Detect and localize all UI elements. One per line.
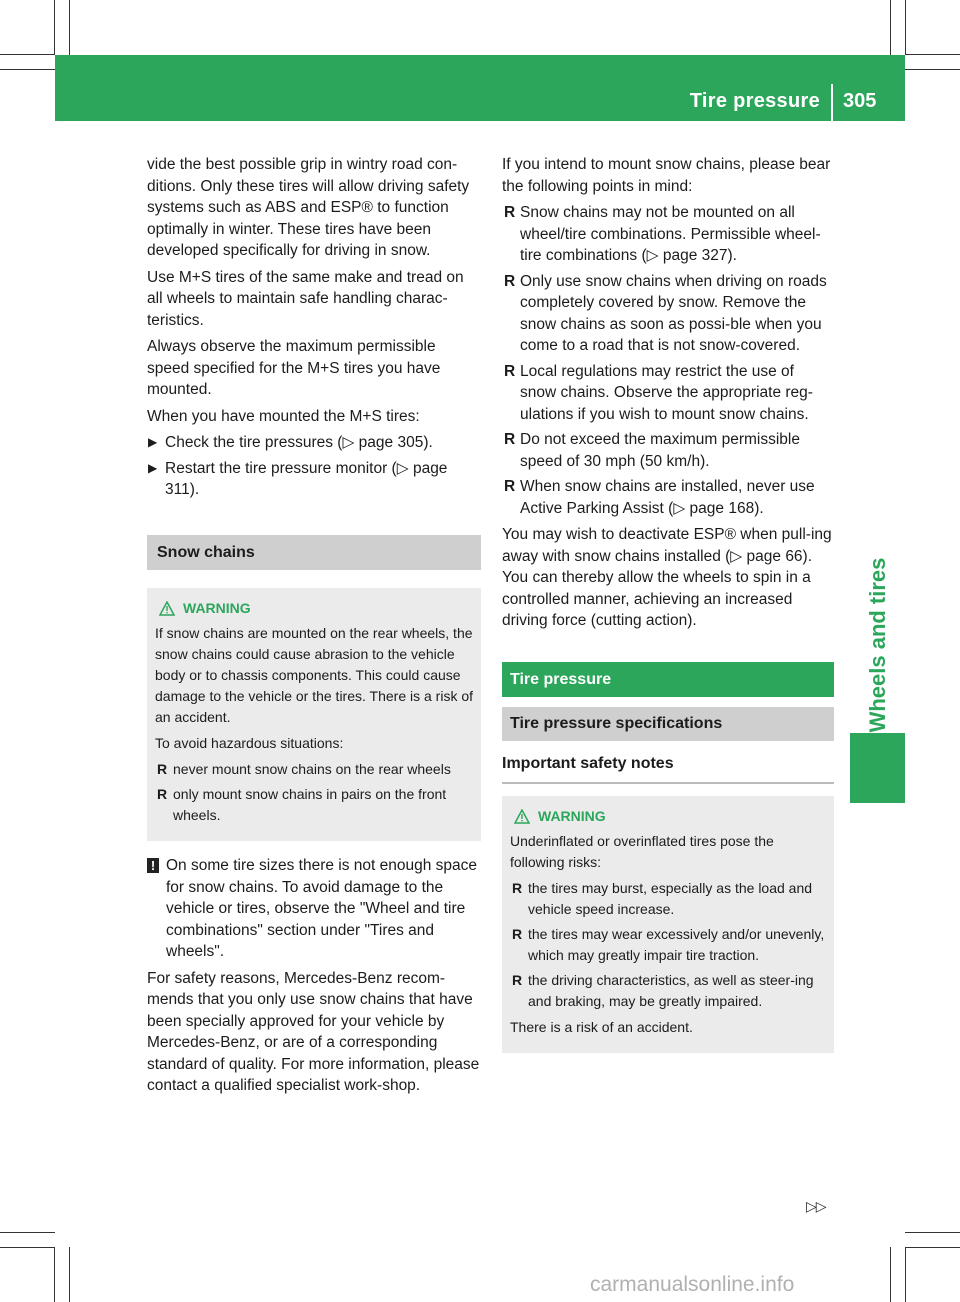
page-title: Tire pressure	[689, 90, 820, 112]
crop-mark	[905, 1247, 960, 1248]
warning-bullets	[510, 878, 826, 1012]
bullet-icon: R	[504, 362, 516, 380]
paragraph: vide the best possible grip in wintry road con-ditions. Only these tires will allow driving safety systems such as ABS and ESP® to function optimally in winter. These tires have been developed specifically for driving in snow.	[147, 156, 470, 259]
bullet-text: When snow chains are installed, never use Active Parking Assist (▷ page 168).	[520, 478, 815, 517]
bullet-icon: R	[157, 761, 168, 777]
bullet-text: the tires may burst, especially as the load and vehicle speed increase.	[528, 880, 813, 917]
bullet-item	[502, 271, 834, 357]
section-heading: Snow chains	[147, 535, 481, 571]
crop-mark	[0, 1247, 55, 1248]
crop-mark	[69, 1247, 70, 1302]
crop-mark	[905, 0, 906, 55]
step-text: Check the tire pressures (▷ page 305).	[165, 434, 433, 451]
step-arrow-icon: ▶	[148, 435, 158, 449]
step-item	[147, 458, 481, 501]
watermark: carmanualsonline.info	[590, 1273, 795, 1296]
bullet-item	[510, 878, 826, 920]
step-item	[147, 432, 481, 454]
paragraph: When you have mounted the M+S tires:	[147, 407, 420, 425]
notice-icon: !	[147, 858, 159, 873]
page-number: 305	[843, 90, 877, 112]
paragraph: Always observe the maximum permissible speed specified for the M+S tires you have mounted.	[147, 338, 441, 398]
step-arrow-icon: ▶	[148, 460, 158, 475]
left-column	[147, 154, 481, 1102]
warning-triangle-icon	[159, 601, 175, 616]
bullet-text: Do not exceed the maximum permissible speed of 30 mph (50 km/h).	[520, 431, 800, 470]
continue-arrow-icon: ▷▷	[806, 1198, 826, 1214]
bullet-item	[502, 202, 834, 267]
notice-text: On some tire sizes there is not enough space for snow chains. To avoid damage to the vehicle or tires, observe the "Wheel and tire combinations" section under "Tires and wheels".	[166, 857, 478, 960]
warning-text: There is a risk of an accident.	[510, 1019, 693, 1035]
paragraph: You may wish to deactivate ESP® when pull-ing away with snow chains installed (▷ page 66). You can thereby allow the wheels to spin in a controlled manner, achieving an increased driving force (cutting action).	[502, 526, 832, 629]
bullet-text: Snow chains may not be mounted on all wheel/tire combinations. Permissible wheel-tire combinations (▷ page 327).	[520, 204, 821, 264]
bullet-text: never mount snow chains on the rear wheels	[173, 761, 451, 777]
bullet-text: the tires may wear excessively and/or unevenly, which may greatly impair tire traction.	[528, 926, 825, 963]
bullet-item	[510, 924, 826, 966]
crop-mark	[890, 0, 891, 55]
bullet-item	[510, 970, 826, 1012]
chapter-tab-marker	[850, 733, 905, 803]
paragraph: If you intend to mount snow chains, please bear the following points in mind:	[502, 156, 831, 195]
warning-bullets	[155, 759, 473, 826]
section-heading: Tire pressure specifications	[502, 707, 834, 741]
bullet-icon: R	[512, 926, 523, 942]
section-heading-green: Tire pressure	[502, 662, 834, 698]
bullet-text: Only use snow chains when driving on roads completely covered by snow. Remove the snow chains as soon as possi-ble when you come to a road that is not snow-covered.	[520, 272, 827, 354]
bullet-item	[502, 361, 834, 426]
bullet-icon: R	[504, 478, 516, 495]
step-text: Restart the tire pressure monitor (▷ page 311).	[165, 459, 448, 498]
bullet-icon: R	[512, 972, 523, 988]
bullet-item	[502, 429, 834, 472]
bullet-icon: R	[512, 880, 523, 896]
warning-triangle-icon	[514, 809, 530, 824]
crop-mark	[905, 1232, 960, 1233]
warning-text: If snow chains are mounted on the rear wheels, the snow chains could cause abrasion to the vehicle body or to chassis components. This could cause damage to the vehicle or the tires. There is a risk of an accident.	[155, 625, 474, 725]
bullet-item	[155, 759, 473, 780]
bullet-text: the driving characteristics, as well as steer-ing and braking, may be greatly impaired.	[528, 972, 814, 1009]
subsection-heading: Important safety notes	[502, 753, 834, 785]
bullet-text: Local regulations may restrict the use of snow chains. Observe the appropriate reg-ulations if you wish to mount snow chains.	[520, 362, 813, 423]
bullet-icon: R	[504, 204, 516, 221]
crop-mark	[69, 0, 70, 55]
bullet-text: only mount snow chains in pairs on the front wheels.	[173, 786, 447, 823]
crop-mark	[0, 54, 55, 55]
warning-title	[155, 598, 473, 619]
bullet-icon: R	[157, 786, 168, 802]
warning-label: WARNING	[183, 600, 251, 616]
bullet-item	[502, 476, 834, 519]
crop-mark	[0, 1232, 55, 1233]
warning-box	[147, 588, 481, 841]
bullet-list	[502, 202, 834, 519]
chapter-tab-label: Wheels and tires	[865, 557, 890, 733]
crop-mark	[54, 0, 55, 55]
paragraph: Use M+S tires of the same make and tread on all wheels to maintain safe handling charac-teristics.	[147, 268, 464, 329]
bullet-icon: R	[504, 272, 516, 290]
right-column	[502, 154, 834, 1067]
crop-mark	[0, 69, 55, 70]
header-divider	[831, 84, 833, 121]
crop-mark	[54, 1247, 55, 1302]
warning-box	[502, 796, 834, 1053]
crop-mark	[905, 54, 960, 55]
warning-label: WARNING	[538, 808, 606, 824]
step-list	[147, 432, 481, 501]
warning-title	[510, 806, 826, 827]
paragraph: For safety reasons, Mercedes-Benz recom-mends that you only use snow chains that have been specially approved for your vehicle by Mercedes-Benz, or are of a corresponding standard of quality. For more information, please contact a qualified specialist work-shop.	[147, 969, 480, 1094]
notice-paragraph	[147, 855, 481, 963]
crop-mark	[890, 1247, 891, 1302]
bullet-item	[155, 784, 473, 826]
crop-mark	[905, 69, 960, 70]
bullet-icon: R	[504, 431, 516, 448]
warning-text: To avoid hazardous situations:	[155, 735, 344, 751]
warning-text: Underinflated or overinflated tires pose the following risks:	[510, 833, 774, 870]
crop-mark	[905, 1247, 906, 1302]
